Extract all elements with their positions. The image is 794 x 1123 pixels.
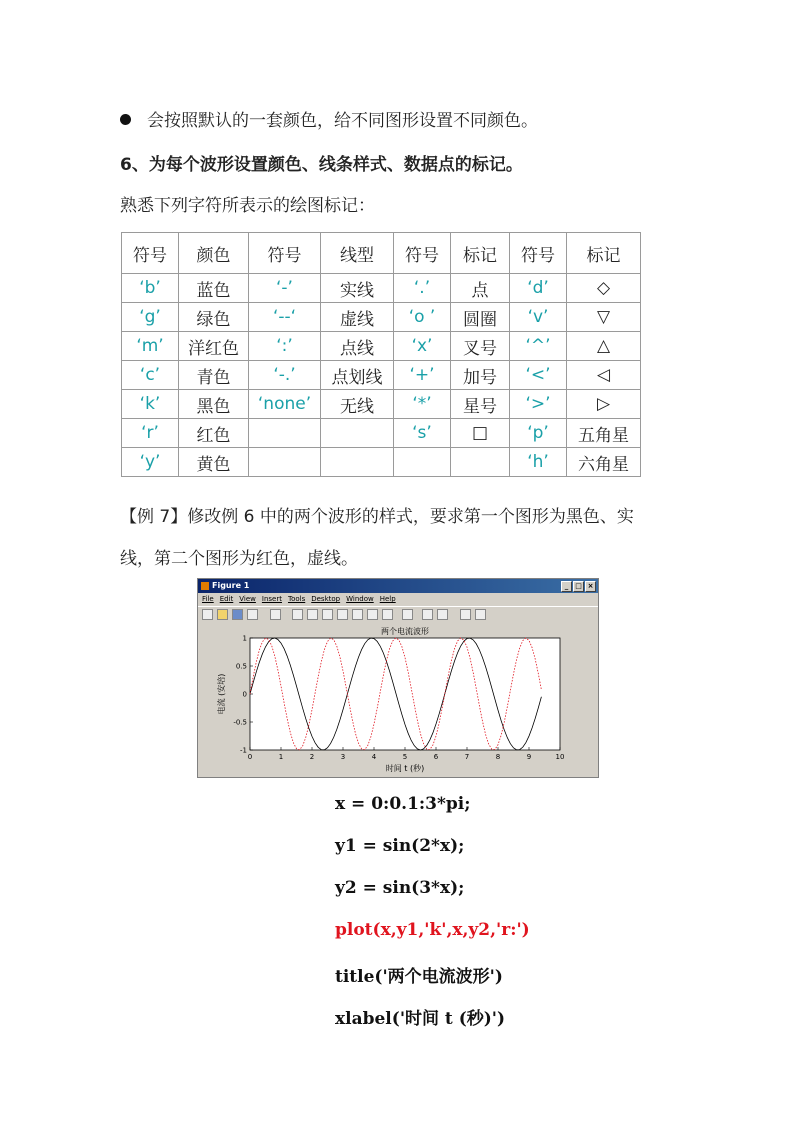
marker-symbol-cell: ‘o ’ — [394, 303, 451, 332]
y-axis-label: 电流 (安培) — [217, 673, 226, 715]
x-tick-label: 2 — [309, 753, 315, 761]
hide-tools-icon[interactable] — [460, 609, 471, 620]
bullet-text: 会按照默认的一套颜色，给不同图形设置不同颜色。 — [147, 111, 538, 131]
x-tick-label: 9 — [526, 753, 532, 761]
menu-help[interactable]: Help — [379, 595, 396, 603]
data-cursor-icon[interactable] — [352, 609, 363, 620]
x-tick-label: 5 — [402, 753, 408, 761]
header-cell: 标记 — [567, 233, 641, 274]
menu-view[interactable]: View — [239, 595, 256, 603]
code-line-2: y1 = sin(2*x); — [335, 836, 465, 856]
marker-name-cell: 圆圈 — [451, 303, 510, 332]
line-type-cell — [321, 419, 394, 448]
header-cell: 符号 — [122, 233, 179, 274]
marker-symbol-cell: ‘h’ — [510, 448, 567, 477]
marker-symbol-cell — [394, 448, 451, 477]
line-symbol-cell: ‘:’ — [249, 332, 321, 361]
bullet-dot-icon — [120, 114, 131, 125]
color-name-cell: 黑色 — [179, 390, 249, 419]
marker-name-cell: 星号 — [451, 390, 510, 419]
figure-title: Figure 1 — [212, 581, 250, 590]
marker-symbol-cell: ‘s’ — [394, 419, 451, 448]
menu-tools[interactable]: Tools — [287, 595, 306, 603]
marker-name-cell: 叉号 — [451, 332, 510, 361]
header-cell: 标记 — [451, 233, 510, 274]
maximize-button[interactable]: □ — [573, 581, 584, 592]
minimize-button[interactable]: _ — [561, 581, 572, 592]
intro-text: 熟悉下列字符所表示的绘图标记： — [120, 196, 375, 216]
print-icon[interactable] — [247, 609, 258, 620]
pan-icon[interactable] — [322, 609, 333, 620]
color-name-cell: 青色 — [179, 361, 249, 390]
axes-box — [250, 638, 560, 750]
color-name-cell: 洋红色 — [179, 332, 249, 361]
table-row — [122, 361, 641, 390]
color-symbol-cell: ‘c’ — [122, 361, 179, 390]
menu-edit[interactable]: Edit — [219, 595, 234, 603]
save-icon[interactable] — [232, 609, 243, 620]
marker-name-cell: ◇ — [567, 274, 641, 303]
header-cell: 符号 — [249, 233, 321, 274]
color-name-cell: 蓝色 — [179, 274, 249, 303]
marker-name-cell: □ — [451, 419, 510, 448]
code-line-1: x = 0:0.1:3*pi; — [335, 794, 471, 814]
plot-tools-icon[interactable] — [437, 609, 448, 620]
x-tick-label: 10 — [555, 753, 565, 761]
color-symbol-cell: ‘b’ — [122, 274, 179, 303]
line-type-cell: 点线 — [321, 332, 394, 361]
zoom-in-icon[interactable] — [292, 609, 303, 620]
marker-name-cell: 五角星 — [567, 419, 641, 448]
color-symbol-cell: ‘g’ — [122, 303, 179, 332]
brush-icon[interactable] — [367, 609, 378, 620]
header-cell: 颜色 — [179, 233, 249, 274]
table-row — [122, 419, 641, 448]
color-symbol-cell: ‘y’ — [122, 448, 179, 477]
header-cell: 符号 — [510, 233, 567, 274]
marker-symbol-cell: ‘p’ — [510, 419, 567, 448]
marker-symbol-cell: ‘v’ — [510, 303, 567, 332]
line-type-cell — [321, 448, 394, 477]
marker-name-cell: ▽ — [567, 303, 641, 332]
marker-symbol-cell: ‘<’ — [510, 361, 567, 390]
figure-toolbar — [198, 606, 598, 621]
symbol-table — [121, 232, 641, 477]
x-axis-label: 时间 t (秒) — [385, 764, 425, 773]
line-symbol-cell — [249, 448, 321, 477]
matlab-logo-icon — [201, 582, 209, 590]
table-row — [122, 332, 641, 361]
table-row — [122, 390, 641, 419]
plot-area — [198, 621, 598, 777]
x-tick-label: 4 — [371, 753, 377, 761]
line-symbol-cell: ‘-’ — [249, 274, 321, 303]
marker-name-cell — [451, 448, 510, 477]
x-tick-label: 3 — [340, 753, 346, 761]
header-cell: 线型 — [321, 233, 394, 274]
header-cell: 符号 — [394, 233, 451, 274]
x-tick-label: 7 — [464, 753, 470, 761]
color-symbol-cell: ‘r’ — [122, 419, 179, 448]
color-name-cell: 绿色 — [179, 303, 249, 332]
new-figure-icon[interactable] — [202, 609, 213, 620]
open-file-icon[interactable] — [217, 609, 228, 620]
x-tick-label: 6 — [433, 753, 439, 761]
section-heading: 6、为每个波形设置颜色、线条样式、数据点的标记。 — [120, 155, 523, 175]
code-line-3: y2 = sin(3*x); — [335, 878, 465, 898]
close-button[interactable]: × — [585, 581, 596, 592]
line-type-cell: 点划线 — [321, 361, 394, 390]
x-tick-label: 0 — [247, 753, 253, 761]
example-text-line-1: 【例 7】修改例 6 中的两个波形的样式，要求第一个图形为黑色、实 — [120, 507, 634, 527]
edit-plot-icon[interactable] — [270, 609, 281, 620]
marker-name-cell: 六角星 — [567, 448, 641, 477]
chart-title: 两个电流波形 — [381, 627, 429, 636]
line-symbol-cell: ‘-.’ — [249, 361, 321, 390]
color-symbol-cell: ‘m’ — [122, 332, 179, 361]
show-tools-icon[interactable] — [475, 609, 486, 620]
y-tick-label: -1 — [240, 746, 247, 755]
marker-symbol-cell: ‘^’ — [510, 332, 567, 361]
table-row — [122, 448, 641, 477]
colorbar-icon[interactable] — [402, 609, 413, 620]
marker-name-cell: △ — [567, 332, 641, 361]
marker-symbol-cell: ‘x’ — [394, 332, 451, 361]
table-row — [122, 274, 641, 303]
marker-name-cell: ◁ — [567, 361, 641, 390]
code-line-4: plot(x,y1,'k',x,y2,'r:') — [335, 920, 530, 940]
marker-symbol-cell: ‘*’ — [394, 390, 451, 419]
menu-desktop[interactable]: Desktop — [311, 595, 341, 603]
line-type-cell: 虚线 — [321, 303, 394, 332]
table-header-row — [122, 233, 641, 274]
line-type-cell: 实线 — [321, 274, 394, 303]
bullet-item — [120, 106, 538, 131]
zoom-out-icon[interactable] — [307, 609, 318, 620]
y-tick-label: 1 — [242, 634, 247, 643]
rotate-icon[interactable] — [337, 609, 348, 620]
marker-name-cell: ▷ — [567, 390, 641, 419]
marker-symbol-cell: ‘+’ — [394, 361, 451, 390]
table-row — [122, 303, 641, 332]
marker-symbol-cell: ‘>’ — [510, 390, 567, 419]
marker-name-cell: 点 — [451, 274, 510, 303]
y-tick-label: 0 — [242, 690, 247, 699]
line-symbol-cell: ‘--‘ — [249, 303, 321, 332]
menu-file[interactable]: File — [202, 595, 214, 603]
code-line-6: xlabel('时间 t (秒)') — [335, 1009, 506, 1029]
color-name-cell: 黄色 — [179, 448, 249, 477]
x-tick-label: 1 — [278, 753, 284, 761]
link-icon[interactable] — [382, 609, 393, 620]
y-tick-label: -0.5 — [233, 718, 247, 727]
example-text-line-2: 线，第二个图形为红色，虚线。 — [120, 549, 358, 569]
color-name-cell: 红色 — [179, 419, 249, 448]
figure-window — [197, 578, 599, 778]
line-type-cell: 无线 — [321, 390, 394, 419]
menu-bar — [198, 593, 598, 605]
y-tick-label: 0.5 — [235, 662, 247, 671]
x-tick-label: 8 — [495, 753, 501, 761]
figure-title-bar[interactable] — [198, 579, 598, 593]
line-symbol-cell: ‘none’ — [249, 390, 321, 419]
marker-symbol-cell: ‘d’ — [510, 274, 567, 303]
menu-window[interactable]: Window — [346, 595, 374, 603]
color-symbol-cell: ‘k’ — [122, 390, 179, 419]
code-line-5: title('两个电流波形') — [335, 967, 503, 987]
marker-name-cell: 加号 — [451, 361, 510, 390]
marker-symbol-cell: ‘.’ — [394, 274, 451, 303]
legend-icon[interactable] — [422, 609, 433, 620]
menu-insert[interactable]: Insert — [261, 595, 282, 603]
line-symbol-cell — [249, 419, 321, 448]
